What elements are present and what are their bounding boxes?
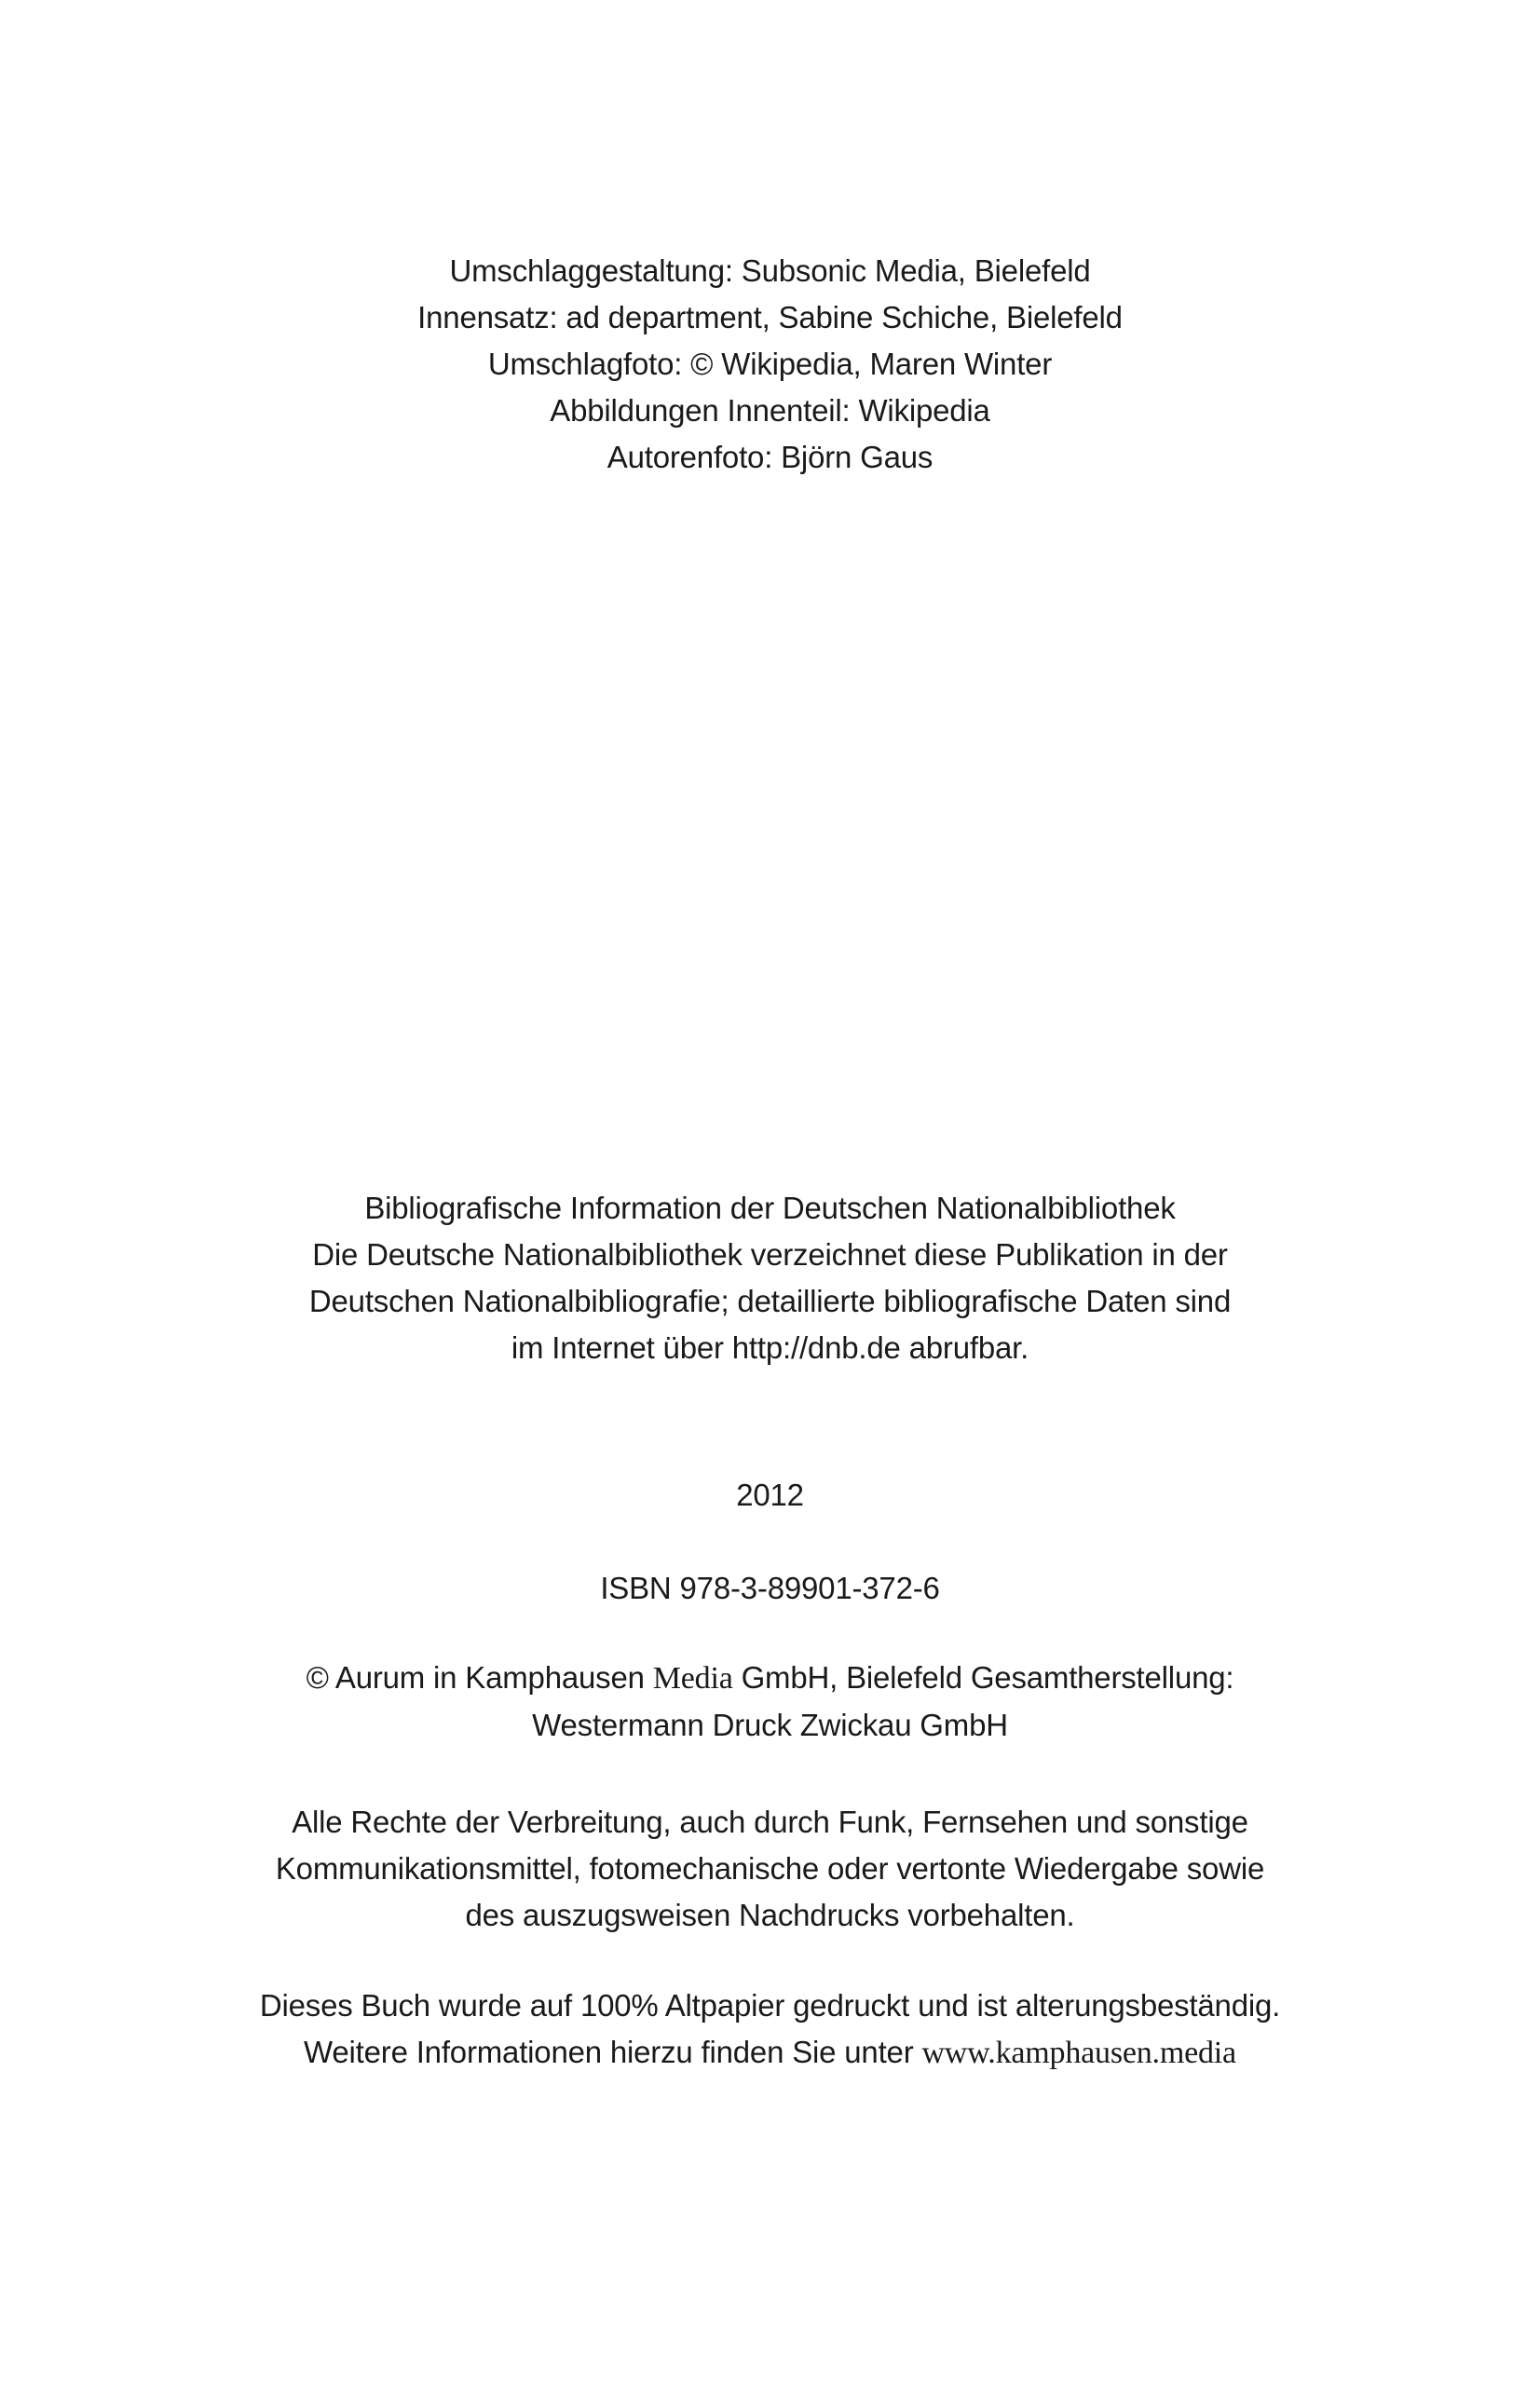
- publisher-brand: Media: [652, 1661, 733, 1696]
- printer-line: Westermann Druck Zwickau GmbH: [532, 1708, 1008, 1742]
- copyright-block: [0, 1655, 1540, 1749]
- bibliographic-line: Die Deutsche Nationalbibliothek verzeichnet diese Publikation in der: [312, 1237, 1228, 1272]
- bibliographic-information: [0, 1185, 1540, 1371]
- rights-notice: [0, 1799, 1540, 1939]
- copyright-line: [0, 1655, 1540, 1702]
- bibliographic-heading: Bibliografische Information der Deutschen Nationalbibliothek: [364, 1191, 1176, 1225]
- bibliographic-line: im Internet über http://dnb.de abrufbar.: [511, 1330, 1029, 1365]
- bibliographic-line: Deutschen Nationalbibliografie; detaillierte bibliografische Daten sind: [308, 1284, 1232, 1318]
- isbn-block: [0, 1565, 1540, 1612]
- cover-photo-credit: Umschlagfoto: © Wikipedia, Maren Winter: [487, 347, 1053, 381]
- rights-line: des auszugsweisen Nachdrucks vorbehalten.: [465, 1898, 1075, 1932]
- more-info-prefix: Weitere Informationen hierzu finden Sie unter: [304, 2035, 922, 2069]
- isbn: ISBN 978-3-89901-372-6: [600, 1571, 940, 1605]
- website-link[interactable]: www.kamphausen.media: [921, 2036, 1236, 2070]
- illustrations-credit: Abbildungen Innenteil: Wikipedia: [550, 393, 990, 428]
- rights-line: Alle Rechte der Verbreitung, auch durch Funk, Fernsehen und sonstige: [292, 1805, 1248, 1839]
- author-photo-credit: Autorenfoto: Björn Gaus: [606, 440, 934, 474]
- copyright-prefix: © Aurum in Kamphausen: [306, 1660, 653, 1695]
- paper-notice: [0, 1983, 1540, 2077]
- cover-design-credit: Umschlaggestaltung: Subsonic Media, Bielefeld: [449, 253, 1091, 288]
- publication-year: 2012: [736, 1478, 804, 1512]
- copyright-suffix: GmbH, Bielefeld Gesamtherstellung:: [732, 1660, 1234, 1695]
- more-info-line: [0, 2029, 1540, 2077]
- rights-line: Kommunikationsmittel, fotomechanische oder vertonte Wiedergabe sowie: [275, 1851, 1265, 1886]
- publication-year-block: [0, 1472, 1540, 1519]
- paper-line: Dieses Buch wurde auf 100% Altpapier gedruckt und ist alterungsbeständig.: [259, 1988, 1281, 2023]
- typesetting-credit: Innensatz: ad department, Sabine Schiche, Bielefeld: [417, 300, 1123, 334]
- credits-block: [0, 248, 1540, 481]
